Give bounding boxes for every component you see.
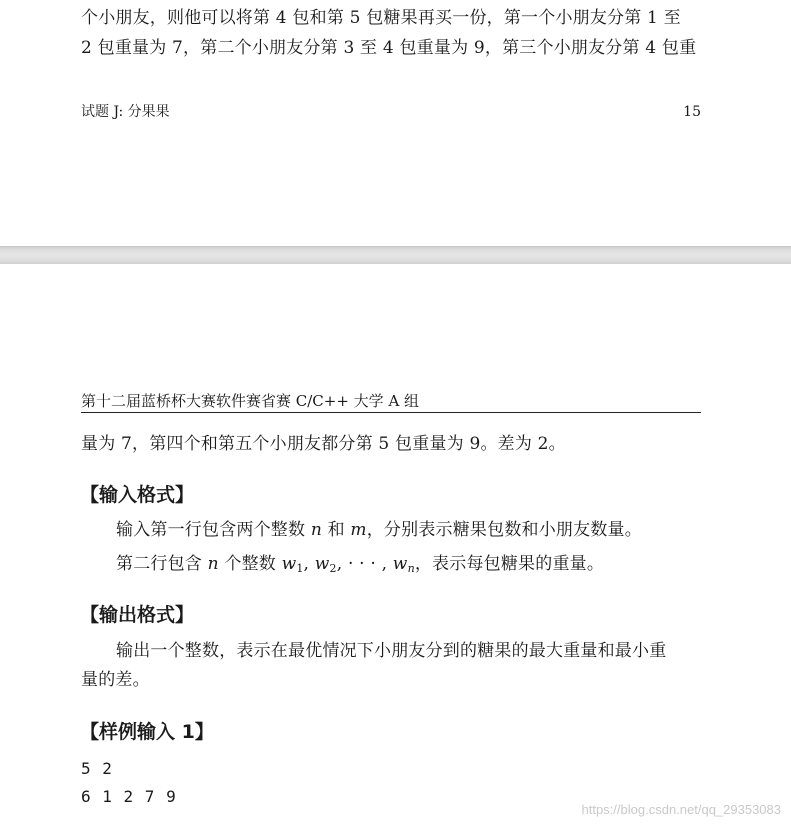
sample-input-heading: 【样例输入 1】 <box>80 721 214 743</box>
input-format-heading: 【输入格式】 <box>80 484 195 506</box>
page-separator <box>0 246 791 264</box>
input-format-line-2: 第二行包含 n 个整数 $w_1$, $w_2$, · · · , $w_n$，表示每包糖果的重量。 <box>116 554 605 575</box>
watermark-text: https://blog.csdn.net/qq_29353083 <box>581 802 781 817</box>
output-format-line-2: 量的差。 <box>81 670 150 690</box>
output-format-heading: 【输出格式】 <box>80 604 195 626</box>
continuation-text: 量为 7，第四个和第五个小朋友都分第 5 包重量为 9。差为 2。 <box>81 434 566 454</box>
body-text-line: 个小朋友，则他可以将第 4 包和第 5 包糖果再买一份，第一个小朋友分第 1 至 <box>81 8 681 28</box>
input-format-line-1: 输入第一行包含两个整数 n 和 m，分别表示糖果包数和小朋友数量。 <box>116 520 642 540</box>
sample-input-line-2: 6 1 2 7 9 <box>81 787 177 806</box>
header-rule <box>81 412 701 413</box>
sample-input-line-1: 5 2 <box>81 759 113 778</box>
page-header-title: 第十二届蓝桥杯大赛软件赛省赛 C/C++ 大学 A 组 <box>81 392 420 410</box>
pdf-page-bottom <box>0 264 791 825</box>
page-number: 15 <box>683 104 701 120</box>
output-format-line-1: 输出一个整数，表示在最优情况下小朋友分到的糖果的最大重量和最小重 <box>116 641 667 661</box>
body-text-line: 2 包重量为 7，第二个小朋友分第 3 至 4 包重量为 9，第三个小朋友分第 4 包重 <box>81 38 697 58</box>
pdf-page-top <box>0 0 791 246</box>
page-footer-title: 试题 J: 分果果 <box>81 104 170 120</box>
